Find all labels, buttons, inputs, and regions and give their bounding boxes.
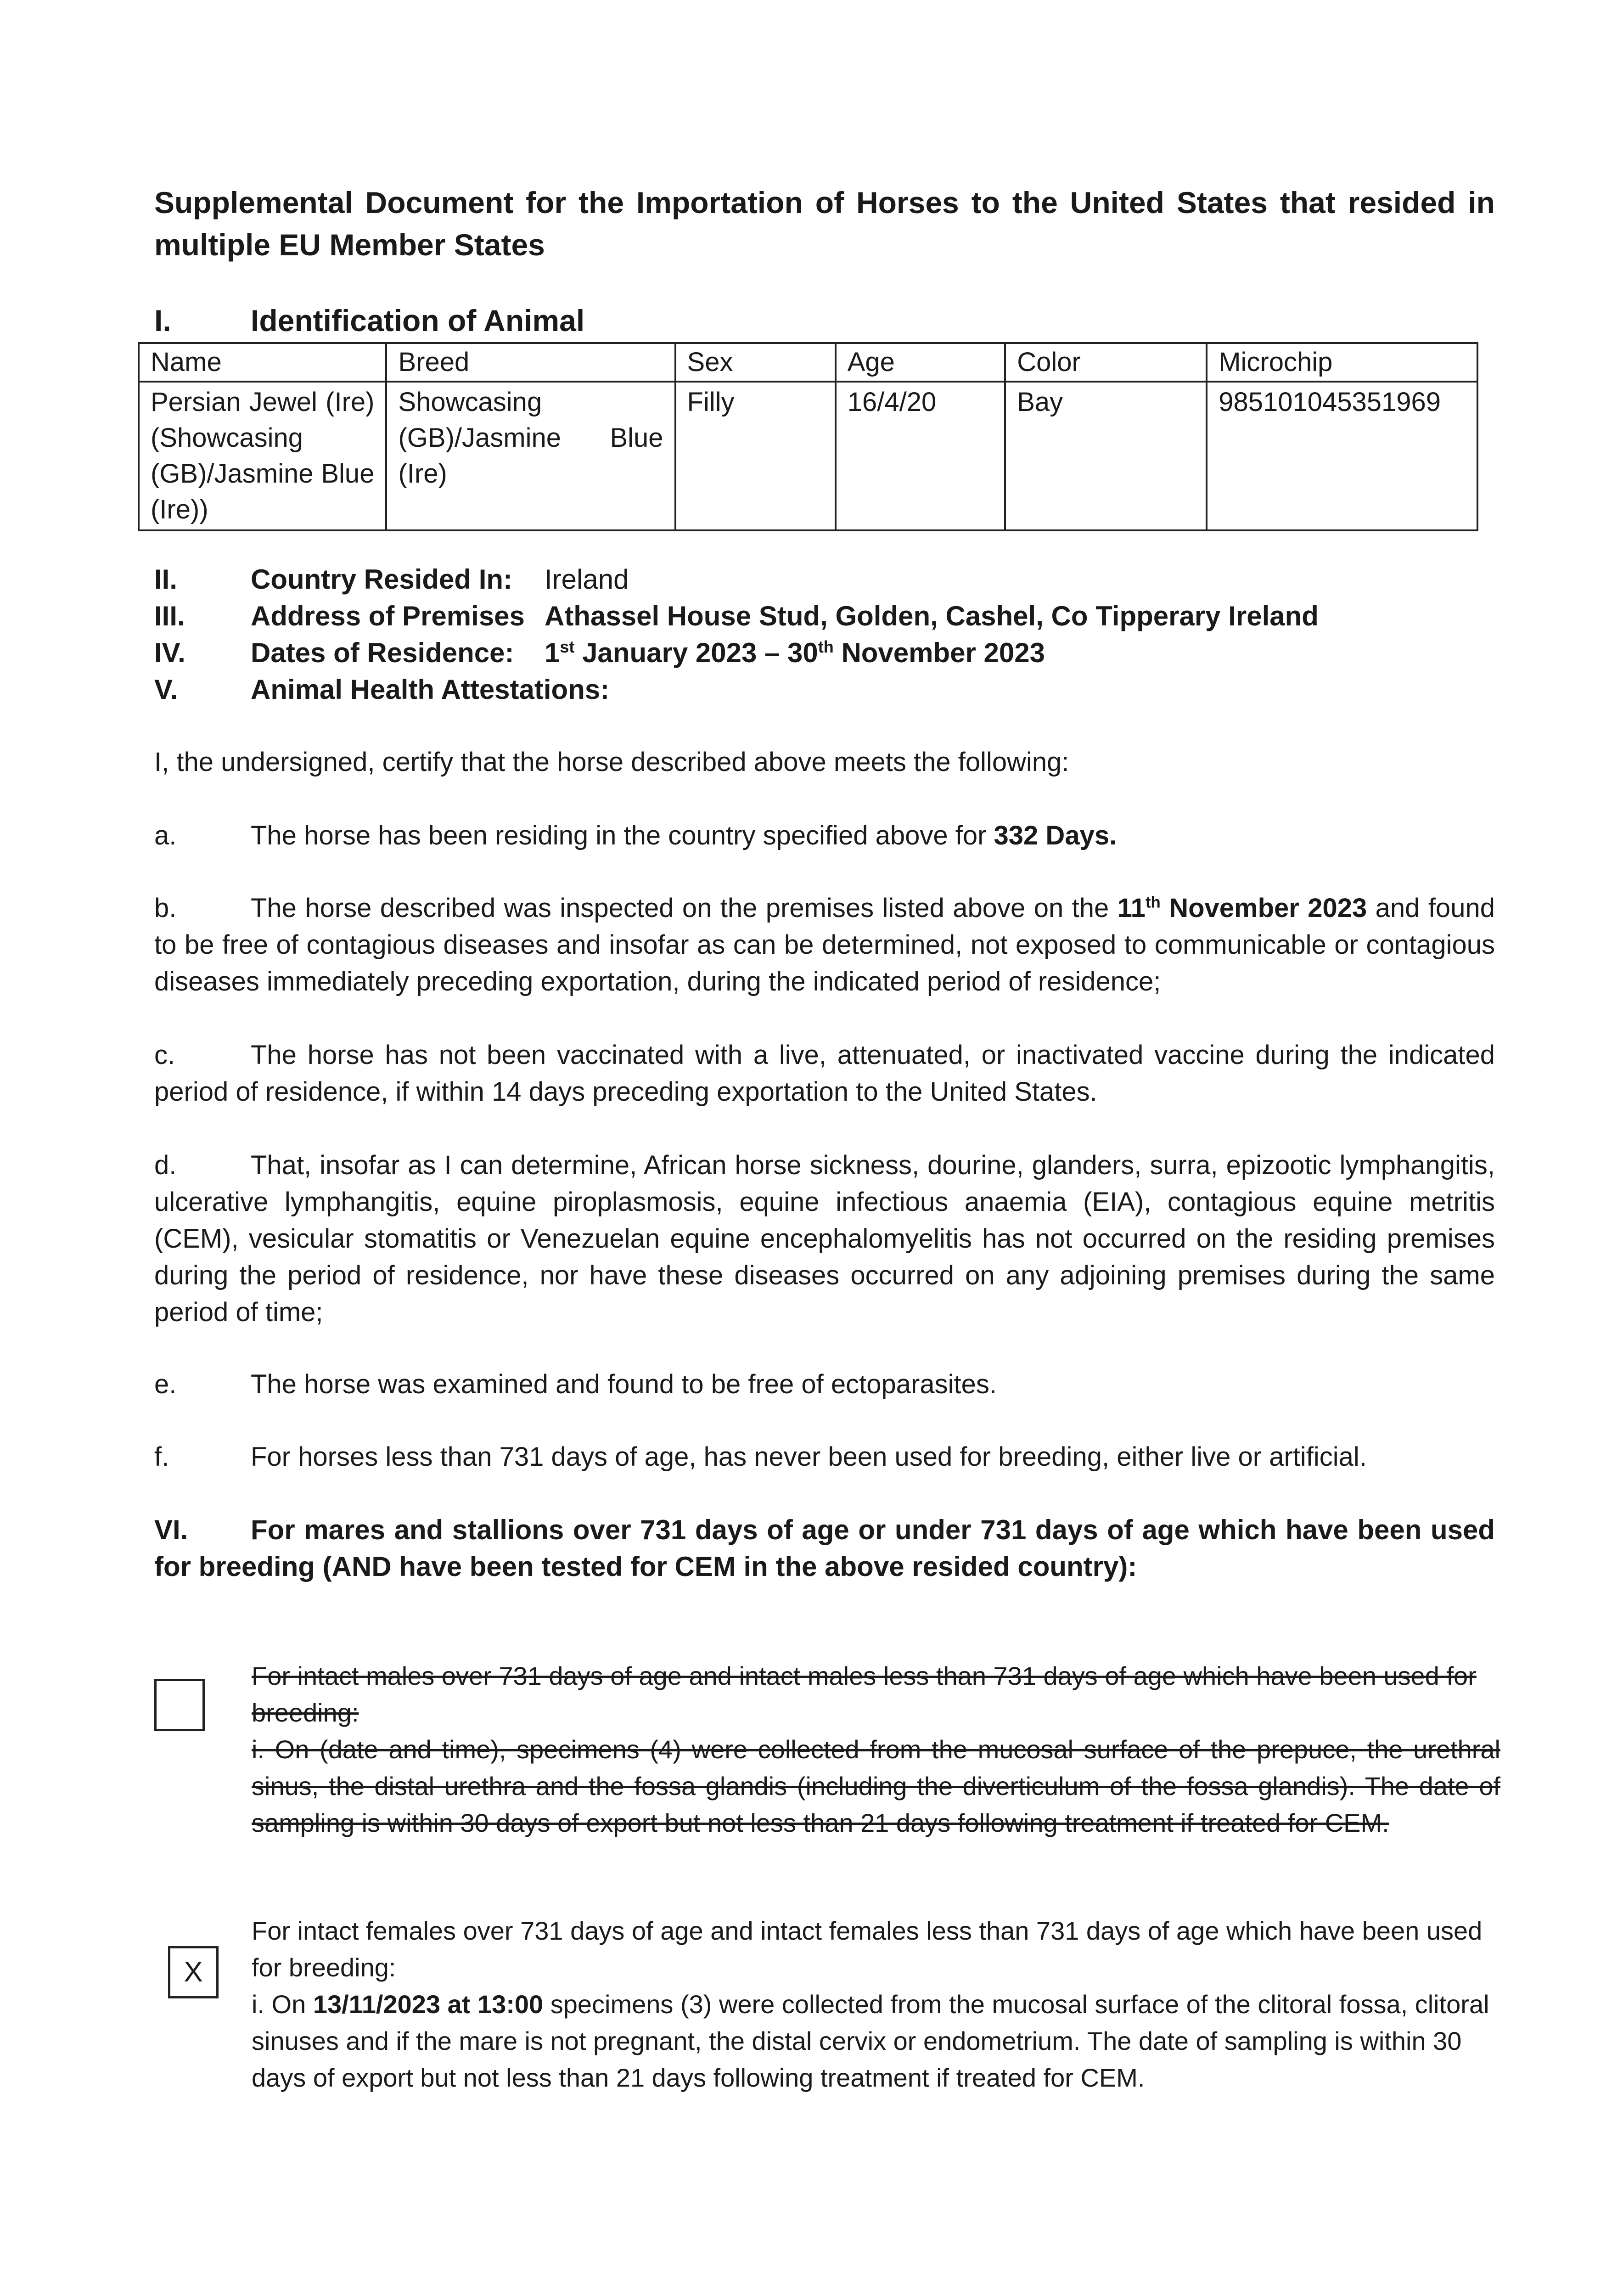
- header-microchip: Microchip: [1207, 343, 1477, 382]
- attestations-label: Animal Health Attestations:: [251, 674, 610, 705]
- address-label: Address of Premises: [251, 601, 525, 631]
- item-e: e. The horse was examined and found to be free of ectoparasites.: [154, 1369, 997, 1399]
- address-row: [154, 598, 1486, 635]
- section-number: III.: [154, 601, 185, 631]
- females-body: i. On 13/11/2023 at 13:00 specimens (3) were collected from the mucosal surface of the clitoral fossa, clitoral sinuses and if the mare is not pregnant, the distal cervix or endometrium. The date of sampling is within 30 days of export but not less than 21 days following treatment if treated for CEM.: [252, 1990, 1489, 2092]
- cell-age: 16/4/20: [836, 382, 1005, 530]
- females-heading: For intact females over 731 days of age and intact females less than 731 days of age which have been used for breeding:: [252, 1916, 1483, 1982]
- males-body: i. On (date and time), specimens (4) were collected from the mucosal surface of the prepuce, the urethral sinus, the distal urethra and the fossa glandis (including the diverticulum of the fossa glandis). The date of sampling is within 30 days of export but not less than 21 days following treatment if treated for CEM.: [252, 1735, 1500, 1837]
- dates-label: Dates of Residence:: [251, 637, 514, 668]
- header-color: Color: [1005, 343, 1207, 382]
- item-c: c. The horse has not been vaccinated with a live, attenuated, or inactivated vaccine during the indicated period of residence, if within 14 days preceding exportation to the United States.: [154, 1040, 1495, 1107]
- item-b: b. The horse described was inspected on the premises listed above on the 11th November 2023 and found to be free of contagious diseases and insofar as can be determined, not exposed to communicable or contagious diseases immediately preceding exportation, during the indicated period of residence;: [154, 893, 1495, 996]
- sampling-datetime: 13/11/2023 at 13:00: [313, 1990, 544, 2019]
- country-resided-row: [154, 561, 1486, 598]
- dates-value: 1st January 2023 – 30th November 2023: [545, 637, 1045, 668]
- females-option: [252, 1913, 1500, 2096]
- header-breed: Breed: [386, 343, 675, 382]
- item-f: f. For horses less than 731 days of age, has never been used for breeding, either live or artificial.: [154, 1442, 1367, 1472]
- section-number: I.: [154, 304, 171, 338]
- females-checkbox[interactable]: X: [168, 1946, 219, 1998]
- section-number: IV.: [154, 637, 185, 668]
- section-heading: Identification of Animal: [251, 304, 585, 338]
- males-checkbox[interactable]: [154, 1679, 205, 1731]
- dates-row: [154, 635, 1486, 671]
- males-option: [252, 1658, 1500, 1841]
- cell-microchip: 985101045351969: [1207, 382, 1477, 530]
- attestations-row: [154, 671, 1486, 708]
- header-sex: Sex: [675, 343, 836, 382]
- address-value: Athassel House Stud, Golden, Cashel, Co Tipperary Ireland: [545, 601, 1319, 631]
- country-value: Ireland: [545, 564, 629, 595]
- header-name: Name: [139, 343, 386, 382]
- section-number: V.: [154, 674, 178, 705]
- header-age: Age: [836, 343, 1005, 382]
- section-number: II.: [154, 564, 178, 595]
- item-a: a. The horse has been residing in the country specified above for 332 Days.: [154, 821, 1117, 850]
- item-d: d. That, insofar as I can determine, African horse sickness, dourine, glanders, surra, epizootic lymphangitis, ulcerative lymphangitis, equine piroplasmosis, equine infectious anaemia (EIA), contagious equine metritis (CEM), vesicular stomatitis or Venezuelan equine encephalomyelitis has not occurred on the residing premises during the period of residence, nor have these diseases occurred on any adjoining premises during the same period of time;: [154, 1150, 1495, 1327]
- table-header-row: [139, 343, 1477, 382]
- cell-color: Bay: [1005, 382, 1207, 530]
- cell-sex: Filly: [675, 382, 836, 530]
- document-title: Supplemental Document for the Importation of Horses to the United States that resided in multiple EU Member States: [154, 186, 1495, 262]
- males-heading: For intact males over 731 days of age and intact males less than 731 days of age which have been used for breeding:: [252, 1661, 1477, 1727]
- identification-table: [138, 342, 1478, 531]
- cell-name: Persian Jewel (Ire) (Showcasing (GB)/Jasmine Blue (Ire)): [139, 382, 386, 530]
- certify-statement: I, the undersigned, certify that the horse described above meets the following:: [154, 747, 1069, 777]
- section-identification-heading: [154, 303, 1486, 344]
- table-row: [139, 382, 1477, 530]
- country-label: Country Resided In:: [251, 564, 513, 595]
- cell-breed: Showcasing (GB)/Jasmine Blue (Ire): [386, 382, 675, 530]
- section-breeding-heading: VI. For mares and stallions over 731 days of age or under 731 days of age which have been used for breeding (AND have been tested for CEM in the above resided country):: [154, 1514, 1495, 1582]
